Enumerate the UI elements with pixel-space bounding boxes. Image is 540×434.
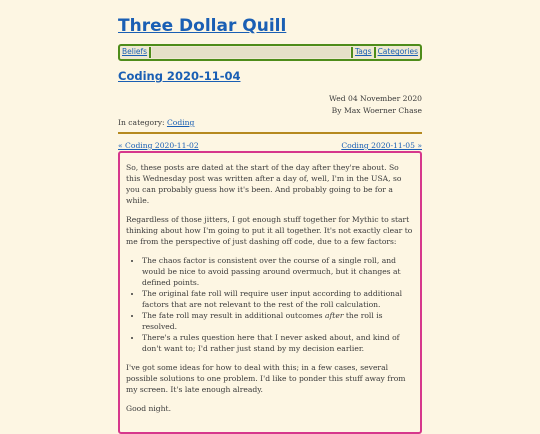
nav-bar	[118, 44, 422, 61]
category-link[interactable]: Coding	[166, 118, 195, 127]
post-title-link[interactable]: Coding 2020-11-04	[118, 69, 241, 83]
paragraph: I've got some ideas for how to deal with this; in a few cases, several possible solutions to one problem. I'd like to ponder this stuff away from my screen. It's late enough already.	[126, 363, 406, 394]
paragraph: Good night.	[126, 404, 172, 413]
nav-separator	[149, 47, 151, 58]
post-category	[118, 117, 194, 128]
post-content	[118, 151, 422, 434]
list-item: • The chaos factor is consistent over the course of a single roll, and would be nice to avoid passing around overmuch, but it changes at defined points.	[142, 255, 414, 288]
next-post-link[interactable]: Coding 2020-11-05 »	[341, 141, 422, 150]
post-meta	[329, 93, 422, 117]
post-date: Wed 04 November 2020	[329, 94, 422, 103]
divider	[118, 132, 422, 134]
list-item: • There's a rules question here that I never asked about, and kind of don't want to; I'd rather just stand by my decision earlier.	[142, 332, 414, 354]
search-field[interactable]	[152, 47, 350, 58]
prev-post-link[interactable]: « Coding 2020-11-02	[118, 141, 199, 150]
paragraph: So, these posts are dated at the start of the day after they're about. So this Wednesday post was written after a day of, well, I'm in the USA, so you can probably guess how it's been. And probably going to be for a while.	[126, 163, 402, 205]
list-item-text: The fate roll may result in additional outcomes	[142, 311, 325, 320]
emphasis: after	[324, 311, 344, 320]
nav-link-tags[interactable]: Tags	[354, 47, 372, 57]
list-item	[142, 310, 414, 332]
category-label: In category:	[118, 118, 167, 127]
nav-link-categories[interactable]: Categories	[377, 47, 418, 57]
post-author: By Max Woerner Chase	[331, 106, 422, 116]
nav-link-beliefs[interactable]: Beliefs	[122, 47, 148, 57]
list-item-text: the roll is resolved.	[142, 311, 383, 331]
paragraph: Regardless of those jitters, I got enough stuff together for Mythic to start thinking about how I'm going to put it all together. It's not exactly clear to me from the perspective of just dashing off code, due to a few factors:	[126, 215, 413, 246]
list-item: • The original fate roll will require user input according to additional factors that are not relevant to the rest of the roll calculation.	[142, 288, 414, 310]
site-title-link[interactable]: Three Dollar Quill	[118, 16, 287, 36]
factor-list	[126, 255, 414, 354]
